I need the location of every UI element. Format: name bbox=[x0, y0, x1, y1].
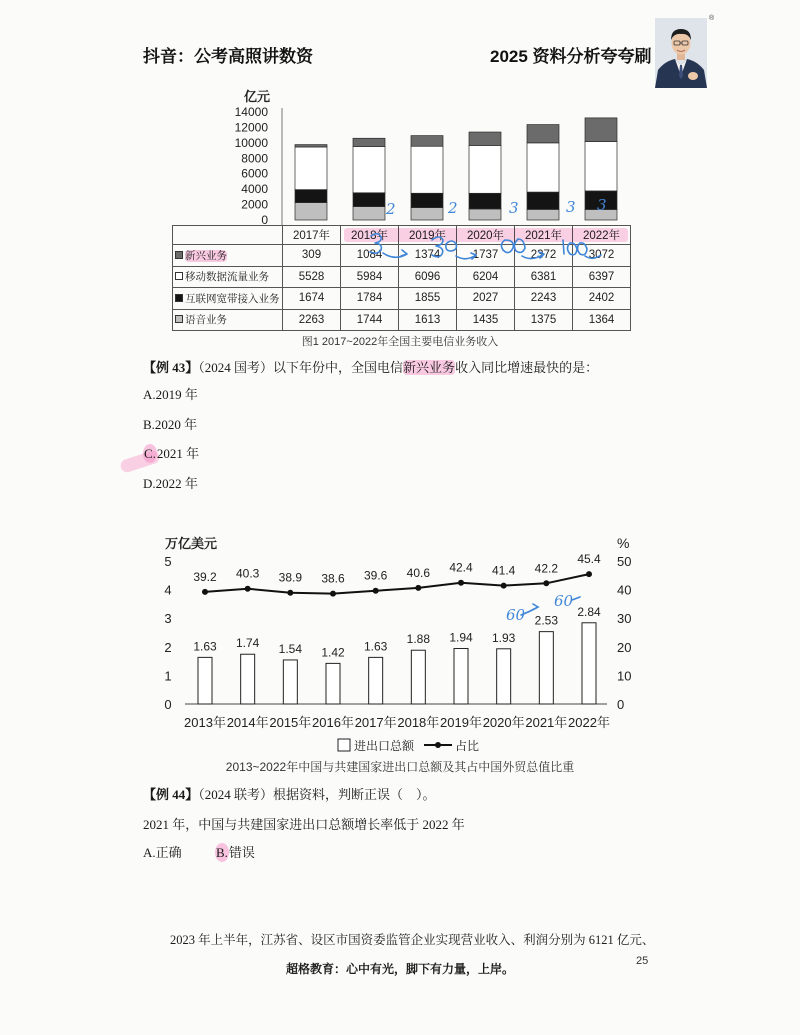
table-cell: 2263 bbox=[283, 309, 341, 331]
q43-tag: 【例 43】 bbox=[143, 360, 199, 375]
table-cell: 309 bbox=[283, 245, 341, 267]
legend-swatch bbox=[175, 272, 183, 280]
bar bbox=[454, 649, 468, 704]
table-legend-cell bbox=[173, 309, 283, 331]
x-tick-label: 2018年 bbox=[397, 715, 440, 730]
x-tick-label: 2021年 bbox=[525, 715, 568, 730]
table-cell: 1784 bbox=[341, 288, 399, 310]
line-value-label: 42.2 bbox=[534, 561, 559, 576]
table-cell: 1855 bbox=[399, 288, 457, 310]
handwritten-note: 3 bbox=[566, 198, 576, 216]
chart2-caption: 2013~2022年中国与共建国家进出口总额及其占中国外贸总值比重 bbox=[225, 760, 575, 774]
y-tick-label: 8000 bbox=[241, 151, 268, 166]
line-value-label: 40.6 bbox=[406, 565, 431, 580]
x-tick-label: 2016年 bbox=[312, 715, 354, 730]
table-cell: 5528 bbox=[283, 266, 341, 288]
y-tick-label: 2000 bbox=[241, 197, 268, 212]
bar bbox=[326, 663, 340, 704]
table-year-header: 2022年 bbox=[573, 226, 631, 245]
table-legend-cell bbox=[173, 245, 283, 267]
bar bbox=[539, 632, 553, 704]
table-cell: 6381 bbox=[515, 266, 573, 288]
legend-swatch bbox=[175, 251, 183, 259]
bar-segment bbox=[411, 146, 443, 193]
option-letter-highlighted: B. bbox=[216, 845, 228, 860]
q43-option-a bbox=[143, 386, 198, 404]
bar-value-label: 1.93 bbox=[491, 630, 516, 645]
right-y-tick-label: 0 bbox=[617, 697, 625, 712]
table-cell: 1737 bbox=[457, 245, 515, 267]
bar bbox=[582, 623, 596, 704]
right-y-tick-label: 40 bbox=[617, 582, 632, 598]
table-legend-cell bbox=[173, 288, 283, 310]
header-left-title: 抖音：公考高照讲数资 bbox=[143, 47, 313, 66]
option-text: 2022 年 bbox=[155, 476, 198, 491]
table-cell: 1744 bbox=[341, 309, 399, 331]
x-tick-label: 2013年 bbox=[184, 715, 226, 730]
table-cell: 2402 bbox=[573, 288, 631, 310]
table-corner-cell bbox=[173, 226, 283, 245]
q43-text-pre: 以下年份中，全国电信 bbox=[273, 360, 404, 375]
line-value-label: 40.3 bbox=[235, 566, 260, 581]
bar-segment bbox=[411, 208, 443, 220]
bar-segment bbox=[295, 147, 327, 190]
q44-option-a bbox=[143, 844, 182, 862]
legend-label-line: 占比 bbox=[455, 739, 480, 753]
line-value-label: 39.6 bbox=[363, 568, 388, 583]
right-y-tick-label: 10 bbox=[617, 668, 632, 684]
table-cell: 1374 bbox=[399, 245, 457, 267]
q43-option-d bbox=[143, 475, 198, 493]
bar bbox=[369, 657, 383, 704]
x-tick-label: 2017年 bbox=[354, 715, 397, 730]
bar-segment bbox=[353, 193, 385, 207]
right-y-tick-label: 50 bbox=[617, 554, 632, 569]
legend-label: 移动数据流量业务 bbox=[185, 271, 269, 284]
q43-text-post: 收入同比增速最快的是： bbox=[455, 360, 599, 375]
bar-segment bbox=[469, 145, 501, 193]
bar-value-label: 1.63 bbox=[363, 639, 388, 654]
bar bbox=[411, 650, 425, 704]
table-row bbox=[173, 266, 631, 288]
handwritten-note: 3 bbox=[509, 199, 519, 217]
q43-source: （2024 国考） bbox=[198, 360, 274, 375]
photo-hand bbox=[688, 72, 698, 80]
bar-segment bbox=[295, 203, 327, 220]
q44-source: （2024 联考） bbox=[198, 787, 274, 802]
left-y-tick-label: 1 bbox=[164, 668, 172, 684]
bar-segment bbox=[527, 143, 559, 192]
table-year-header: 2020年 bbox=[457, 226, 515, 245]
bar-segment bbox=[353, 207, 385, 220]
left-y-tick-label: 5 bbox=[164, 554, 172, 569]
bar-value-label: 2.84 bbox=[577, 604, 601, 619]
bar-segment bbox=[527, 209, 559, 220]
bar-value-label: 2.53 bbox=[534, 613, 559, 628]
table-row bbox=[173, 309, 631, 331]
table-cell: 2372 bbox=[515, 245, 573, 267]
left-y-tick-label: 4 bbox=[164, 582, 172, 598]
table-cell: 5984 bbox=[341, 266, 399, 288]
table-year-header: 2017年 bbox=[283, 226, 341, 245]
y-tick-label: 10000 bbox=[234, 135, 268, 150]
line-point bbox=[501, 583, 507, 589]
line-value-label: 39.2 bbox=[193, 569, 217, 584]
bar-value-label: 1.94 bbox=[449, 630, 473, 645]
bar bbox=[497, 649, 511, 704]
bar-segment bbox=[411, 136, 443, 147]
chart1-caption: 图1 2017~2022年全国主要电信业务收入 bbox=[301, 336, 499, 348]
presenter-photo bbox=[655, 18, 707, 88]
bar-segment bbox=[353, 138, 385, 146]
line-point bbox=[543, 580, 549, 586]
chart1-plot-area bbox=[235, 105, 617, 227]
chart1-data-table bbox=[172, 225, 631, 331]
table-cell: 6096 bbox=[399, 266, 457, 288]
table-cell: 1674 bbox=[283, 288, 341, 310]
q43-option-c bbox=[143, 445, 199, 463]
q44-option-b bbox=[215, 844, 255, 862]
table-cell: 1084 bbox=[341, 245, 399, 267]
header-right-title: 2025 资料分析夸夸刷 bbox=[490, 47, 652, 66]
bar-segment bbox=[295, 190, 327, 203]
y-tick-label: 12000 bbox=[234, 120, 268, 135]
legend-swatch bbox=[175, 294, 183, 302]
line-point bbox=[373, 588, 379, 594]
line-value-label: 45.4 bbox=[577, 552, 601, 567]
y-tick-label: 0 bbox=[261, 213, 268, 227]
bar-segment bbox=[469, 209, 501, 220]
left-y-tick-label: 2 bbox=[164, 639, 172, 655]
table-year-header: 2021年 bbox=[515, 226, 573, 245]
legend-label: 互联网宽带接入业务 bbox=[185, 292, 280, 305]
bar-segment bbox=[353, 147, 385, 193]
bar-segment bbox=[585, 118, 617, 142]
bar-value-label: 1.42 bbox=[321, 645, 345, 660]
x-tick-label: 2014年 bbox=[226, 715, 269, 730]
line-point bbox=[202, 589, 208, 595]
left-y-tick-label: 3 bbox=[164, 611, 172, 627]
table-cell: 1613 bbox=[399, 309, 457, 331]
legend-swatch bbox=[175, 315, 183, 323]
q44-stem bbox=[143, 786, 436, 804]
table-row bbox=[173, 245, 631, 267]
handwritten-note: 60 bbox=[506, 606, 526, 624]
page-number: 25 bbox=[636, 955, 649, 967]
q44-text: 根据资料，判断正误（ ）。 bbox=[273, 787, 436, 802]
x-tick-label: 2020年 bbox=[482, 715, 525, 730]
option-letter-highlighted: C. bbox=[144, 446, 156, 461]
table-cell: 3072 bbox=[573, 245, 631, 267]
table-cell: 1364 bbox=[573, 309, 631, 331]
table-header-row bbox=[173, 226, 631, 245]
table-year-header: 2019年 bbox=[399, 226, 457, 245]
y-tick-label: 6000 bbox=[241, 166, 268, 181]
chart2-right-axis-label: % bbox=[617, 535, 630, 551]
bar-value-label: 1.88 bbox=[406, 632, 431, 647]
line-point bbox=[586, 571, 592, 577]
q44-statement: 2021 年，中国与共建国家进出口总额增长率低于 2022 年 bbox=[143, 817, 465, 832]
table-cell: 1435 bbox=[457, 309, 515, 331]
chart2-left-axis-label: 万亿美元 bbox=[165, 536, 218, 551]
option-text: 错误 bbox=[228, 845, 255, 860]
q44-tag: 【例 44】 bbox=[143, 787, 199, 802]
bar bbox=[198, 657, 212, 704]
option-letter: A. bbox=[143, 845, 156, 860]
q43-stem bbox=[143, 359, 598, 377]
bar-value-label: 1.54 bbox=[278, 641, 303, 656]
legend-label: 语音业务 bbox=[185, 314, 227, 327]
right-y-tick-label: 20 bbox=[617, 639, 632, 655]
line-value-label: 42.4 bbox=[449, 560, 473, 575]
line-point bbox=[458, 580, 464, 586]
option-text: 2020 年 bbox=[154, 417, 198, 432]
option-letter: A. bbox=[143, 387, 156, 402]
option-letter: D. bbox=[143, 476, 156, 491]
bar-value-label: 1.74 bbox=[235, 636, 260, 651]
bar-segment bbox=[585, 142, 617, 191]
x-tick-label: 2015年 bbox=[269, 715, 312, 730]
bar-segment bbox=[295, 145, 327, 147]
line-point bbox=[330, 591, 336, 597]
chart1-y-axis-label: 亿元 bbox=[244, 89, 271, 104]
q43-highlighted-term: 新兴业务 bbox=[403, 360, 456, 375]
option-text: 2021 年 bbox=[156, 446, 200, 461]
bar bbox=[241, 654, 255, 704]
option-text: 2019 年 bbox=[155, 387, 198, 402]
line-value-label: 38.6 bbox=[321, 571, 345, 586]
option-letter: B. bbox=[143, 417, 155, 432]
right-y-tick-label: 30 bbox=[617, 611, 632, 627]
line-point bbox=[245, 586, 251, 592]
bar-value-label: 1.63 bbox=[193, 639, 217, 654]
legend-label: 新兴业务 bbox=[185, 249, 227, 262]
table-year-header: 2018年 bbox=[341, 226, 399, 245]
line-point bbox=[287, 590, 293, 596]
table-cell: 2027 bbox=[457, 288, 515, 310]
table-cell: 2243 bbox=[515, 288, 573, 310]
passage-line: 2023 年上半年，江苏省、设区市国资委监管企业实现营业收入、利润分别为 6121 亿元、 bbox=[170, 933, 655, 947]
legend-swatch-dot bbox=[435, 742, 441, 748]
bar bbox=[283, 660, 297, 704]
footer-slogan: 超格教育：心中有光，脚下有力量，上岸。 bbox=[285, 962, 514, 976]
bar-segment bbox=[411, 193, 443, 207]
bar-segment bbox=[527, 125, 559, 143]
option-text: 正确 bbox=[155, 845, 182, 860]
y-tick-label: 14000 bbox=[234, 105, 268, 119]
chart2-trade-volume bbox=[0, 530, 800, 780]
bar-segment bbox=[469, 132, 501, 145]
legend-swatch-bar bbox=[338, 739, 350, 751]
table-cell: 6397 bbox=[573, 266, 631, 288]
q43-option-b bbox=[143, 416, 197, 434]
bar-segment bbox=[469, 193, 501, 209]
handwritten-note: 3 bbox=[597, 196, 607, 214]
y-tick-label: 4000 bbox=[241, 182, 268, 197]
table-cell: 6204 bbox=[457, 266, 515, 288]
line-point bbox=[415, 585, 421, 591]
registered-mark: ® bbox=[709, 15, 715, 22]
line-value-label: 41.4 bbox=[491, 563, 516, 578]
handwritten-note: 2 bbox=[448, 199, 458, 217]
table-cell: 1375 bbox=[515, 309, 573, 331]
bar-segment bbox=[527, 192, 559, 209]
left-y-tick-label: 0 bbox=[164, 697, 172, 712]
table-row bbox=[173, 288, 631, 310]
x-tick-label: 2019年 bbox=[440, 715, 482, 730]
handwritten-note: 2 bbox=[386, 200, 396, 218]
table-legend-cell bbox=[173, 266, 283, 288]
legend-label-bar: 进出口总额 bbox=[354, 739, 415, 753]
handwritten-note: 60 bbox=[554, 592, 574, 610]
x-tick-label: 2022年 bbox=[568, 715, 610, 730]
line-value-label: 38.9 bbox=[278, 570, 303, 585]
chart2-plot-area bbox=[164, 552, 631, 730]
